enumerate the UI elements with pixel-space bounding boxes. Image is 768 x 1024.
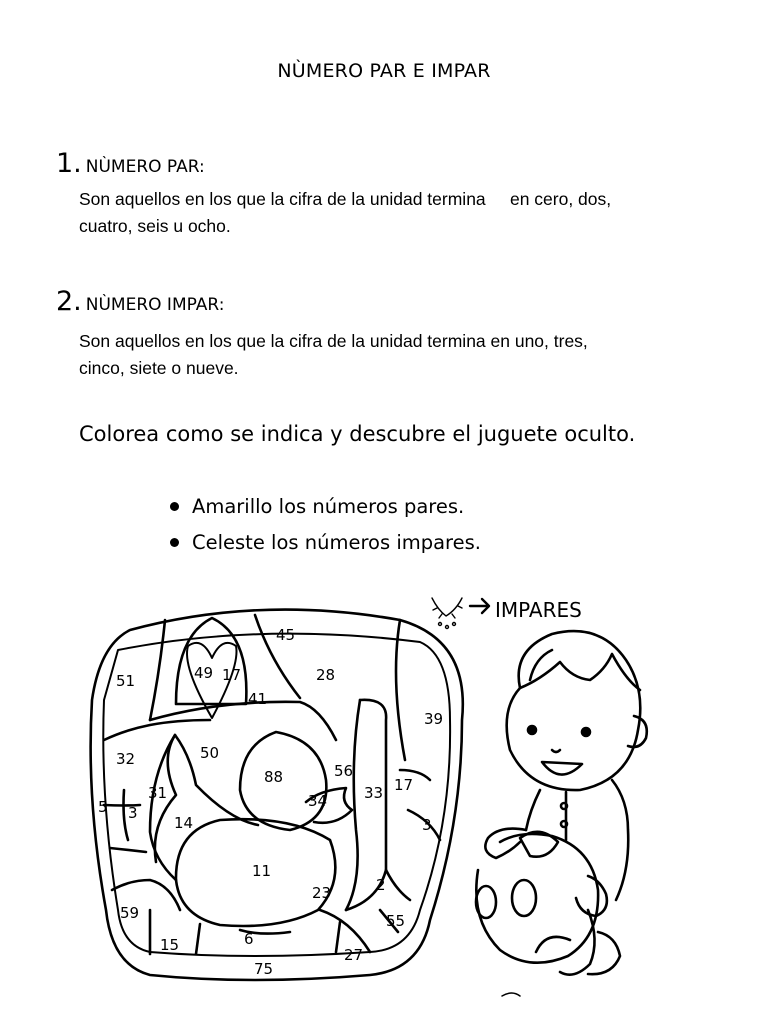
picture-number: 3: [422, 816, 432, 834]
picture-number: 23: [312, 884, 332, 902]
picture-number: 28: [316, 666, 336, 684]
picture-number: 14: [174, 814, 194, 832]
section-impar-definition: [79, 328, 719, 382]
picture-number: 31: [148, 784, 168, 802]
definition-line: cuatro, seis u ocho.: [79, 216, 231, 236]
color-instructions-list: [170, 488, 481, 560]
picture-number: 17: [222, 666, 242, 684]
picture-number: 33: [364, 784, 384, 802]
picture-number: 49: [194, 664, 214, 682]
section-number: 2.: [56, 286, 82, 317]
toy-box-drawing: [91, 610, 463, 980]
section-label: NÙMERO PAR:: [85, 157, 205, 177]
definition-line: Son aquellos en los que la cifra de la unidad termina en cero, dos,: [79, 189, 612, 209]
picture-number: 2: [376, 876, 386, 894]
arrow-icon: [470, 599, 489, 613]
picture-number: 88: [264, 768, 284, 786]
picture-number: 6: [244, 930, 254, 948]
picture-number: 3: [128, 804, 138, 822]
page-footer-mark: [502, 993, 520, 996]
section-label: NÙMERO IMPAR:: [85, 295, 225, 315]
picture-number: 32: [116, 750, 136, 768]
legend-label: IMPARES: [495, 598, 582, 622]
picture-number: 50: [200, 744, 220, 762]
coloring-picture: [0, 580, 768, 1024]
picture-number: 11: [252, 862, 272, 880]
picture-number: 15: [160, 936, 180, 954]
picture-number: 39: [424, 710, 444, 728]
instruction-text: Colorea como se indica y descubre el juguete oculto.: [79, 422, 636, 446]
picture-number: 41: [248, 690, 268, 708]
picture-number: 75: [254, 960, 274, 978]
picture-number: 56: [334, 762, 354, 780]
picture-number: 59: [120, 904, 140, 922]
bullet-icon: [170, 502, 179, 511]
bullet-text: Amarillo los números pares.: [192, 494, 465, 518]
bullet-icon: [170, 538, 179, 547]
section-impar-heading: [56, 286, 224, 317]
section-number: 1.: [56, 148, 82, 179]
picture-number: 27: [344, 946, 364, 964]
picture-number: 5: [98, 798, 108, 816]
picture-number: 51: [116, 672, 136, 690]
picture-number: 55: [386, 912, 406, 930]
list-item: [170, 488, 481, 524]
picture-number: 34: [308, 792, 328, 810]
leaf-sprig-icon: [432, 598, 462, 629]
child-with-ball-drawing: [476, 631, 647, 975]
picture-number: 17: [394, 776, 414, 794]
list-item: [170, 524, 481, 560]
definition-line: cinco, siete o nueve.: [79, 358, 239, 378]
section-par-heading: [56, 148, 205, 179]
page-title: NÙMERO PAR E IMPAR: [277, 60, 491, 82]
bullet-text: Celeste los números impares.: [192, 530, 482, 554]
picture-number: 45: [276, 626, 296, 644]
section-par-definition: [79, 186, 719, 240]
definition-line: Son aquellos en los que la cifra de la unidad termina en uno, tres,: [79, 331, 588, 351]
